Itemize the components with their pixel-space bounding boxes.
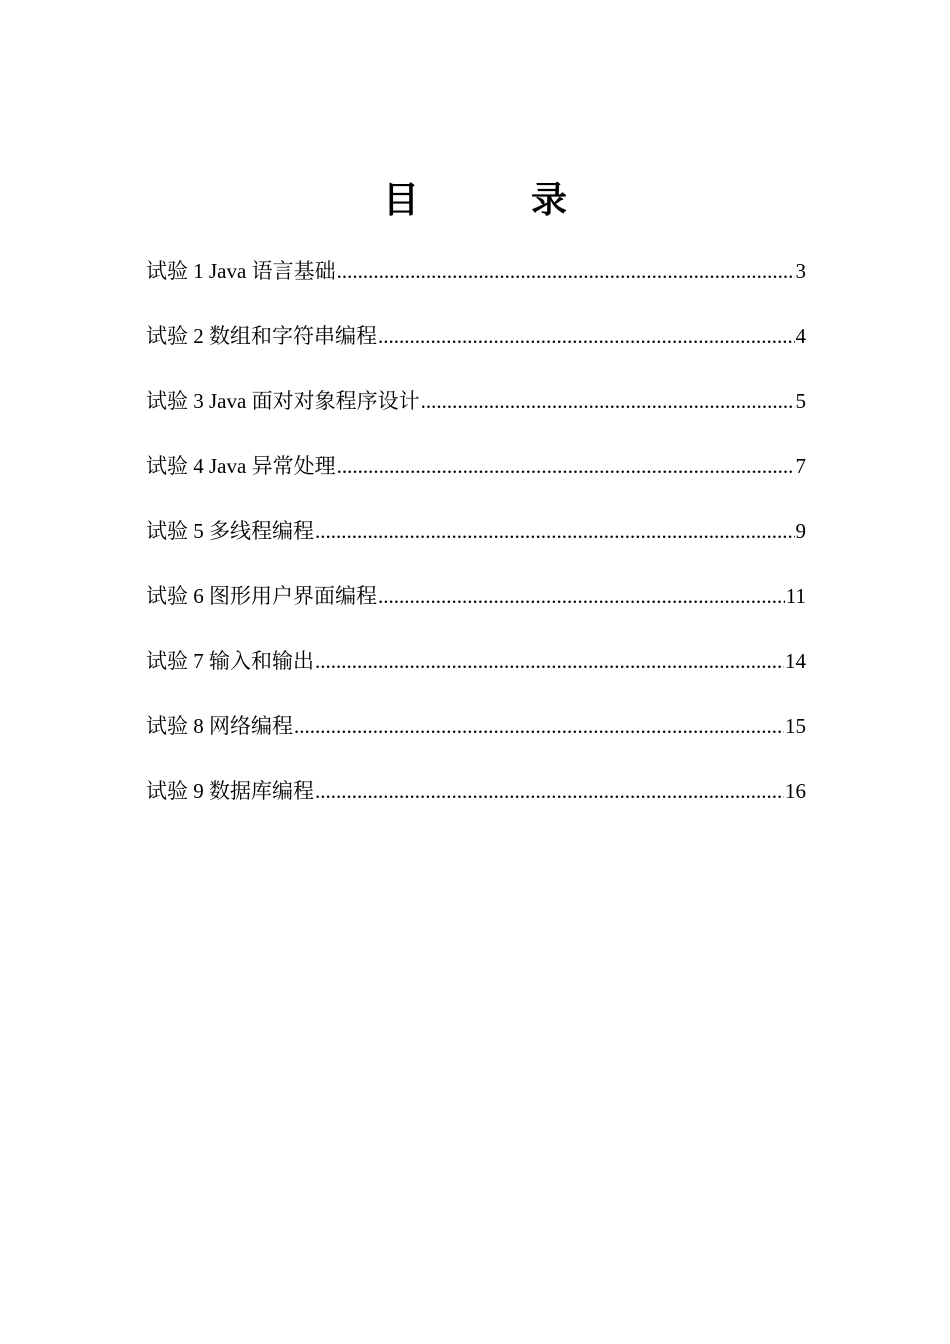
toc-entry-page: 3 (795, 259, 806, 283)
toc-entry[interactable] (146, 382, 806, 447)
toc-entry[interactable] (146, 447, 806, 512)
toc-entry-label: 试验 4 Java 异常处理 (146, 454, 336, 478)
toc-entry-label: 试验 6 图形用户界面编程 (146, 584, 377, 608)
toc-entry[interactable] (146, 577, 806, 642)
toc-entry-page: 4 (795, 324, 806, 348)
toc-entry-page: 11 (785, 584, 806, 608)
toc-entry-page: 9 (795, 519, 806, 543)
toc-entry[interactable] (146, 772, 806, 837)
toc-leader-dots (337, 252, 795, 290)
toc-leader-dots (315, 772, 784, 810)
toc-leader-dots (315, 642, 784, 680)
toc-entry-page: 16 (785, 779, 806, 803)
toc-entry-label: 试验 1 Java 语言基础 (146, 259, 336, 283)
toc-entry-label: 试验 7 输入和输出 (146, 649, 314, 673)
toc-leader-dots (337, 447, 795, 485)
toc-entry-label: 试验 2 数组和字符串编程 (146, 324, 377, 348)
toc-list (146, 252, 806, 837)
toc-entry-page: 15 (785, 714, 806, 738)
toc-entry[interactable] (146, 642, 806, 707)
toc-leader-dots (315, 512, 795, 550)
toc-title: 目 录 (382, 179, 605, 221)
toc-entry-label: 试验 9 数据库编程 (146, 779, 314, 803)
toc-entry-page: 7 (795, 454, 806, 478)
toc-leader-dots (421, 382, 795, 420)
toc-entry[interactable] (146, 252, 806, 317)
toc-leader-dots (378, 317, 795, 355)
toc-entry-page: 14 (785, 649, 806, 673)
toc-leader-dots (294, 707, 784, 745)
toc-entry-label: 试验 8 网络编程 (146, 714, 293, 738)
toc-entry-label: 试验 3 Java 面对对象程序设计 (146, 389, 420, 413)
toc-entry-page: 5 (795, 389, 806, 413)
toc-leader-dots (378, 577, 785, 615)
toc-entry[interactable] (146, 707, 806, 772)
toc-entry[interactable] (146, 512, 806, 577)
toc-entry-label: 试验 5 多线程编程 (146, 519, 314, 543)
toc-entry[interactable] (146, 317, 806, 382)
